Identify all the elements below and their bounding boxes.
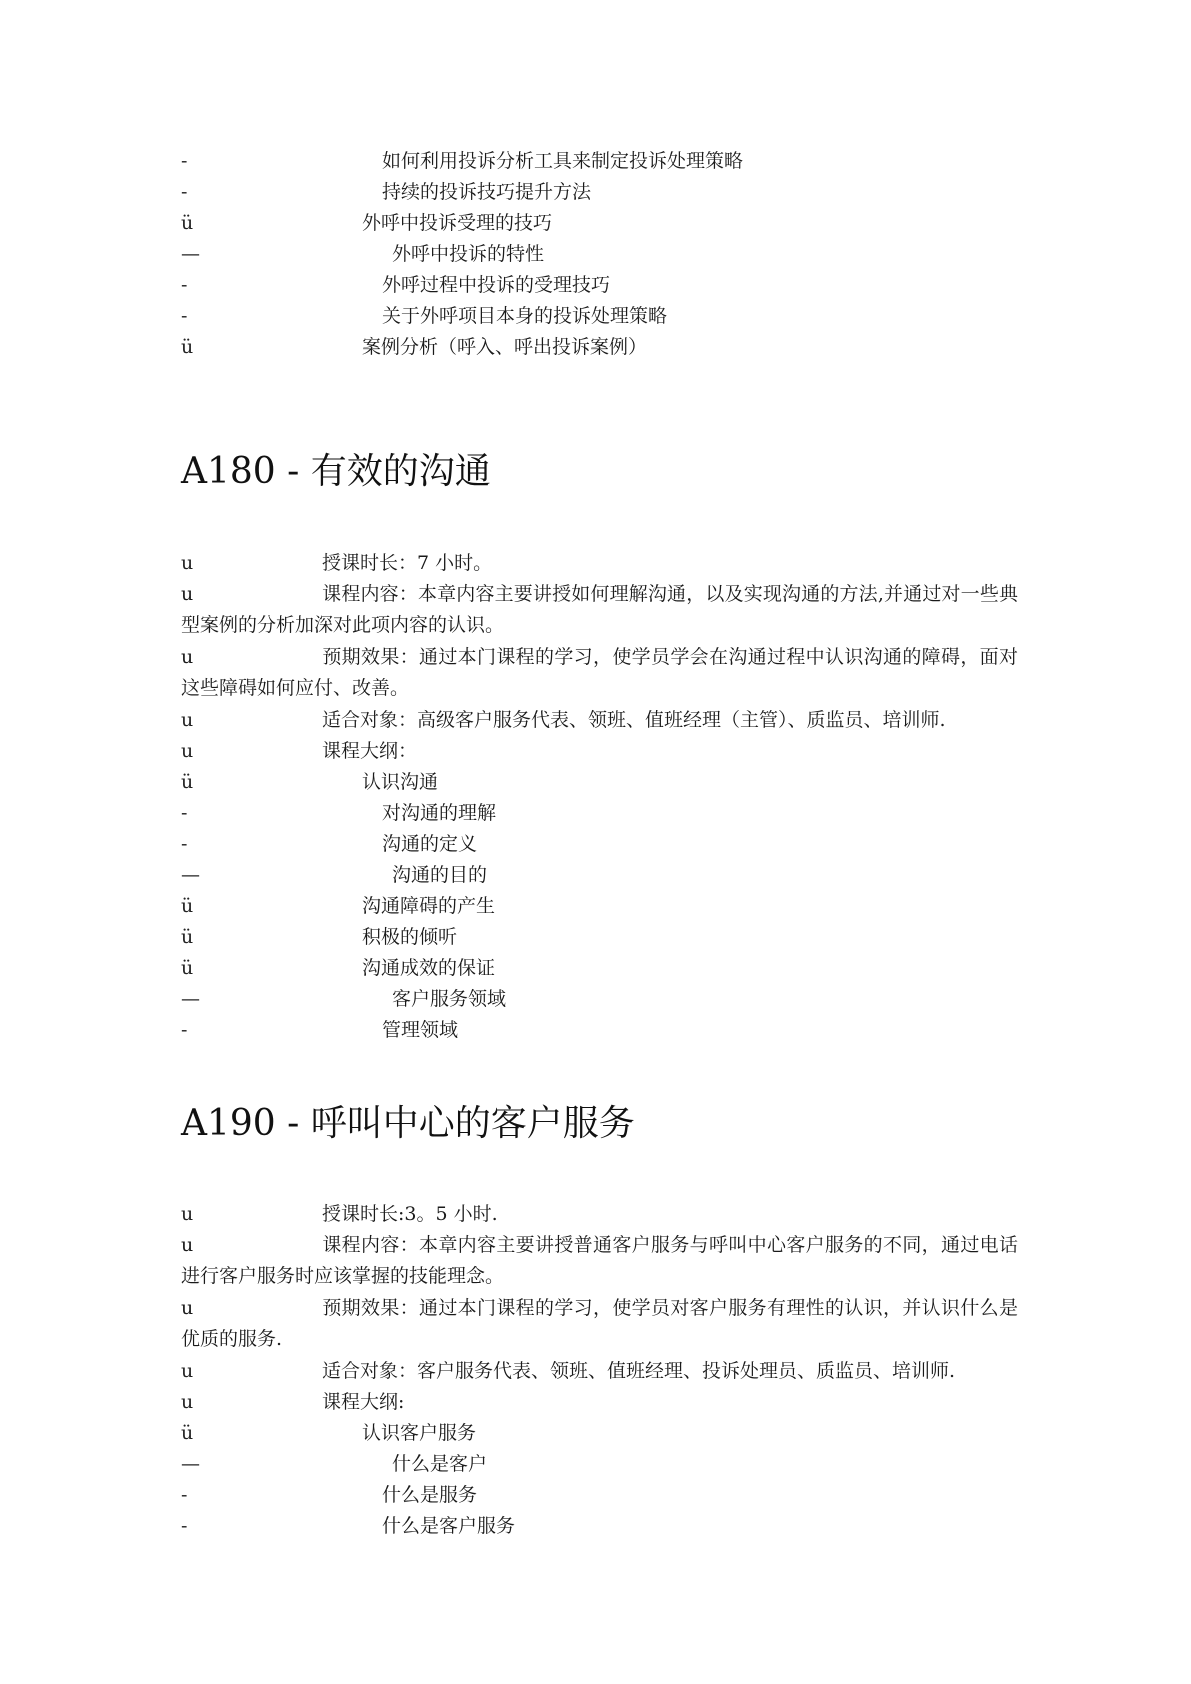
info-item-text: 预期效果：通过本门课程的学习，使学员学会在沟通过程中认识沟通的障碍，面对这些障碍如何应付、改善。 xyxy=(181,646,1018,699)
info-item-text: 课程大纲： xyxy=(322,740,418,762)
u-bullet: u xyxy=(181,709,194,731)
u-bullet: u xyxy=(181,1391,194,1413)
list-item-text: 如何利用投诉分析工具来制定投诉处理策略 xyxy=(382,150,744,172)
u-bullet: u xyxy=(181,1203,194,1225)
outline-item-text: 认识客户服务 xyxy=(362,1422,477,1444)
info-item xyxy=(181,642,1018,704)
list-item-text: 关于外呼项目本身的投诉处理策略 xyxy=(382,305,668,327)
list-item-text: 案例分析（呼入、呼出投诉案例） xyxy=(362,336,648,358)
outline-item-text: 什么是客户 xyxy=(392,1453,488,1475)
outline-item xyxy=(0,984,1191,1015)
info-item-text: 授课时长：7 小时。 xyxy=(322,552,493,574)
check-bullet: ü xyxy=(181,957,194,979)
info-item-text: 课程内容：本章内容主要讲授如何理解沟通，以及实现沟通的方法,并通过对一些典型案例的分析加深对此项内容的认识。 xyxy=(181,583,1018,636)
outline-item-text: 什么是客户服务 xyxy=(382,1515,516,1537)
outline-item-text: 积极的倾听 xyxy=(362,926,458,948)
outline-item-text: 沟通的目的 xyxy=(392,864,488,886)
check-bullet: ü xyxy=(181,1422,194,1444)
dash-bullet: - xyxy=(181,1019,188,1041)
list-item-text: 外呼中投诉受理的技巧 xyxy=(362,212,553,234)
list-item xyxy=(0,146,1191,177)
outline-item xyxy=(0,798,1191,829)
outline-item-text: 客户服务领域 xyxy=(392,988,507,1010)
u-bullet: u xyxy=(181,1297,194,1319)
outline-item-text: 什么是服务 xyxy=(382,1484,478,1506)
outline-item-text: 沟通成效的保证 xyxy=(362,957,496,979)
dash-bullet: - xyxy=(181,305,188,327)
info-item-text: 课程内容：本章内容主要讲授普通客户服务与呼叫中心客户服务的不同，通过电话进行客户服务时应该掌握的技能理念。 xyxy=(181,1234,1018,1287)
dash-bullet: - xyxy=(181,833,188,855)
emdash-bullet: — xyxy=(181,864,200,886)
outline-item-text: 认识沟通 xyxy=(362,771,439,793)
outline-item-text: 对沟通的理解 xyxy=(382,802,497,824)
outline-item-text: 管理领域 xyxy=(382,1019,459,1041)
info-item xyxy=(0,705,1191,736)
info-item xyxy=(0,736,1191,767)
info-item-text: 适合对象：高级客户服务代表、领班、值班经理（主管）、质监员、培训师. xyxy=(322,709,946,731)
outline-item xyxy=(0,1511,1191,1542)
info-item xyxy=(0,1387,1191,1418)
section-heading-a180: A180 - 有效的沟通 xyxy=(181,451,491,492)
info-item xyxy=(181,1293,1018,1355)
info-item xyxy=(0,1199,1191,1230)
dash-bullet: - xyxy=(181,150,188,172)
info-item xyxy=(181,579,1018,641)
outline-item xyxy=(0,860,1191,891)
info-item-text: 预期效果：通过本门课程的学习，使学员对客户服务有理性的认识，并认识什么是优质的服务. xyxy=(181,1297,1018,1350)
outline-item xyxy=(0,767,1191,798)
u-bullet: u xyxy=(181,1234,194,1256)
list-item xyxy=(0,270,1191,301)
dash-bullet: - xyxy=(181,181,188,203)
u-bullet: u xyxy=(181,552,194,574)
outline-item xyxy=(0,829,1191,860)
info-item-text: 课程大纲: xyxy=(322,1391,405,1413)
dash-bullet: - xyxy=(181,1484,188,1506)
outline-item-text: 沟通障碍的产生 xyxy=(362,895,496,917)
check-bullet: ü xyxy=(181,771,194,793)
section-heading-a190: A190 - 呼叫中心的客户服务 xyxy=(181,1103,635,1144)
list-item-text: 外呼中投诉的特性 xyxy=(392,243,545,265)
u-bullet: u xyxy=(181,583,194,605)
list-item xyxy=(0,208,1191,239)
list-item xyxy=(0,301,1191,332)
u-bullet: u xyxy=(181,1360,194,1382)
dash-bullet: - xyxy=(181,1515,188,1537)
list-item-text: 持续的投诉技巧提升方法 xyxy=(382,181,592,203)
check-bullet: ü xyxy=(181,895,194,917)
outline-item xyxy=(0,1015,1191,1046)
emdash-bullet: — xyxy=(181,243,200,265)
outline-item xyxy=(0,891,1191,922)
check-bullet: ü xyxy=(181,212,194,234)
dash-bullet: - xyxy=(181,274,188,296)
info-item xyxy=(0,548,1191,579)
info-item xyxy=(181,1230,1018,1292)
list-item xyxy=(0,239,1191,270)
list-item xyxy=(0,332,1191,363)
info-item xyxy=(0,1356,1191,1387)
u-bullet: u xyxy=(181,646,194,668)
outline-item xyxy=(0,922,1191,953)
check-bullet: ü xyxy=(181,926,194,948)
list-item-text: 外呼过程中投诉的受理技巧 xyxy=(382,274,611,296)
outline-item-text: 沟通的定义 xyxy=(382,833,478,855)
list-item xyxy=(0,177,1191,208)
emdash-bullet: — xyxy=(181,988,200,1010)
dash-bullet: - xyxy=(181,802,188,824)
outline-item xyxy=(0,953,1191,984)
outline-item xyxy=(0,1418,1191,1449)
info-item-text: 适合对象：客户服务代表、领班、值班经理、投诉处理员、质监员、培训师. xyxy=(322,1360,956,1382)
u-bullet: u xyxy=(181,740,194,762)
check-bullet: ü xyxy=(181,336,194,358)
outline-item xyxy=(0,1480,1191,1511)
info-item-text: 授课时长:3。5 小时. xyxy=(322,1203,498,1225)
outline-item xyxy=(0,1449,1191,1480)
emdash-bullet: — xyxy=(181,1453,200,1475)
